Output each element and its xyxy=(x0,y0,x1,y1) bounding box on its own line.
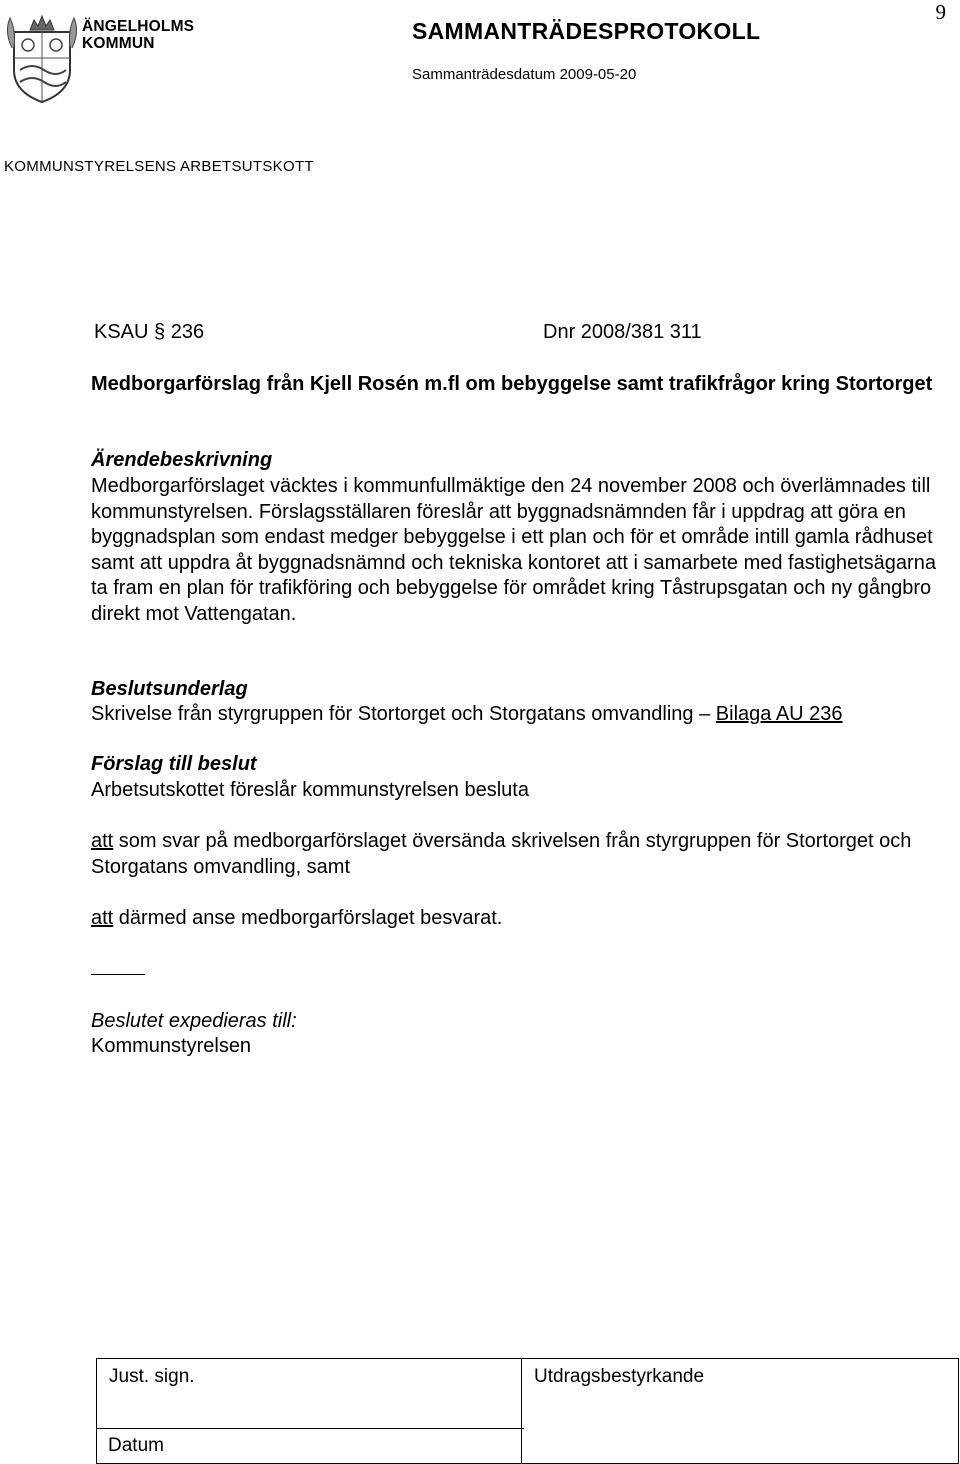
proposal-item-2 xyxy=(91,906,943,932)
decision-basis-heading: Beslutsunderlag xyxy=(91,678,248,700)
distribution-recipient: Kommunstyrelsen xyxy=(91,1035,252,1057)
decision-basis-dash: – xyxy=(693,703,716,725)
attachment-link: Bilaga AU 236 xyxy=(715,703,843,725)
proposal-item-2-text: därmed anse medborgarförslaget besvarat. xyxy=(113,907,503,929)
att-keyword: att xyxy=(91,907,114,929)
municipality-name-line2: KOMMUN xyxy=(82,35,155,52)
document-title: SAMMANTRÄDESPROTOKOLL xyxy=(412,18,761,44)
case-paragraph-number: KSAU § 236 xyxy=(94,321,205,343)
case-description-heading: Ärendebeskrivning xyxy=(91,449,273,471)
case-description-text: Medborgarförslaget väcktes i kommunfullmäktige den 24 november 2008 och överlämnades till kommunstyrelsen. Förslagsställaren föreslår att byggnadsnämnden får i uppdrag att göra en byggnadsplan som endast medger bebyggelse i ett plan och för et område intill gamla rådhuset samt att uppdra åt byggnadsnämnd och tekniska kontoret att i samarbete med fastighetsägarna ta fram en plan för trafikföring och bebyggelse för området kring Tåstrupsgatan och ny gångbro direkt mot Vattengatan. xyxy=(91,475,936,625)
proposal-heading: Förslag till beslut xyxy=(91,753,257,775)
proposal-item-1 xyxy=(91,829,943,880)
diary-number: Dnr 2008/381 311 xyxy=(543,321,702,343)
municipality-coat-of-arms-logo xyxy=(4,8,80,104)
municipality-name xyxy=(82,18,194,52)
decision-basis-text xyxy=(91,702,943,728)
page-number: 9 xyxy=(935,0,946,24)
att-keyword: att xyxy=(91,830,114,852)
just-sign-label: Just. sign. xyxy=(109,1366,195,1387)
meeting-date: Sammanträdesdatum 2009-05-20 xyxy=(412,66,637,83)
datum-label: Datum xyxy=(108,1435,164,1456)
committee-name: KOMMUNSTYRELSENS ARBETSUTSKOTT xyxy=(4,158,314,175)
section-divider xyxy=(91,974,145,975)
datum-row-divider xyxy=(96,1428,524,1429)
utdrag-label: Utdragsbestyrkande xyxy=(534,1366,705,1387)
case-title: Medborgarförslag från Kjell Rosén m.fl om bebyggelse samt trafikfrågor kring Stortorget xyxy=(91,373,933,395)
proposal-item-1-text: som svar på medborgarförslaget översända skrivelsen från styrgruppen för Stortorget och Storgatans omvandling, samt xyxy=(91,830,912,878)
decision-basis-document: Skrivelse från styrgruppen för Stortorget och Storgatans omvandling xyxy=(91,703,694,725)
proposal-intro: Arbetsutskottet föreslår kommunstyrelsen besluta xyxy=(91,779,529,801)
utdrag-cell xyxy=(522,1359,959,1464)
municipality-name-line1: ÄNGELHOLMS xyxy=(82,18,195,35)
signature-table xyxy=(96,1358,959,1464)
distribution-heading: Beslutet expedieras till: xyxy=(91,1010,297,1032)
